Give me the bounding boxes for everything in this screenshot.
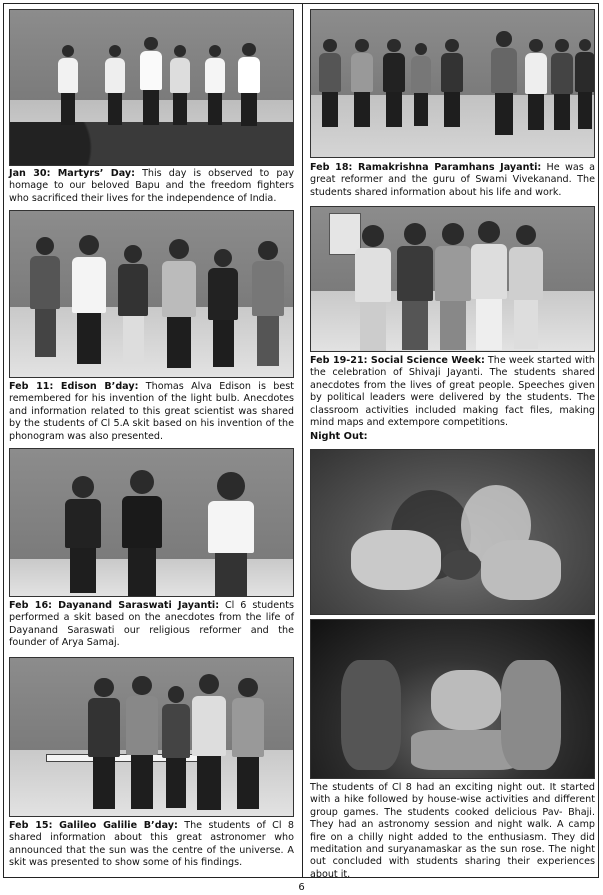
night-out-caption: The students of Cl 8 had an exciting night out. It started with a hike followed by house-wise activities and different group games. The students cooked delicious Pav- Bhaji. They had an astronomy session and night walk. A camp fire on a chilly night added to the enthusiasm. They did meditation and suryanamaskar as the sun rose. The night out concluded with students sharing their experiences about it. <box>310 782 595 880</box>
social-science-week-caption: Feb 19-21: Social Science Week: The week started with the celebration of Shivaji Jayanti. The students shared anecdotes from the lives of great people. Speeches given by political leaders were delivered by the students. The classroom activities included making fact files, making mind maps and extempore competitions. <box>310 355 595 429</box>
edison-bday-photo <box>9 210 294 378</box>
social-science-week-photo <box>310 206 595 352</box>
edison-bday-caption: Feb 11: Edison B’day: Thomas Alva Edison is best remembered for his invention of the light bulb. Anecdotes and information related to this great scientist was shared by the students of Cl 5.A skit based on his invention of the phonogram was also presented. <box>9 381 295 442</box>
night-out-cooking-photo <box>310 449 595 615</box>
dayanand-jayanti-caption: Feb 16: Dayanand Saraswati Jayanti: Cl 6 students performed a skit based on the anecdotes from the life of Dayanand Saraswati our religious reformer and the founder of Arya Samaj. <box>9 600 295 649</box>
night-out-evening-photo <box>310 619 595 779</box>
martyrs-day-caption: Jan 30: Martyrs’ Day: This day is observed to pay homage to our beloved Bapu and the freedom fighters who sacrificed their lives for the independence of India. <box>9 168 295 204</box>
night-out-heading: Night Out: <box>310 431 368 442</box>
dayanand-jayanti-photo <box>9 448 294 597</box>
ramakrishna-jayanti-photo <box>310 9 595 158</box>
galileo-bday-photo <box>9 657 294 817</box>
ramakrishna-jayanti-caption: Feb 18: Ramakrishna Paramhans Jayanti: He was a great reformer and the guru of Swami Vivekanand. The students shared information about his life and work. <box>310 162 595 198</box>
page-number: 6 <box>298 882 305 893</box>
column-divider <box>302 3 303 878</box>
galileo-bday-caption: Feb 15: Galileo Galilie B’day: The students of Cl 8 shared information about this great astronomer who announced that the sun was the centre of the universe. A skit was presented to show some of his findings. <box>9 820 294 869</box>
martyrs-day-photo <box>9 9 294 166</box>
